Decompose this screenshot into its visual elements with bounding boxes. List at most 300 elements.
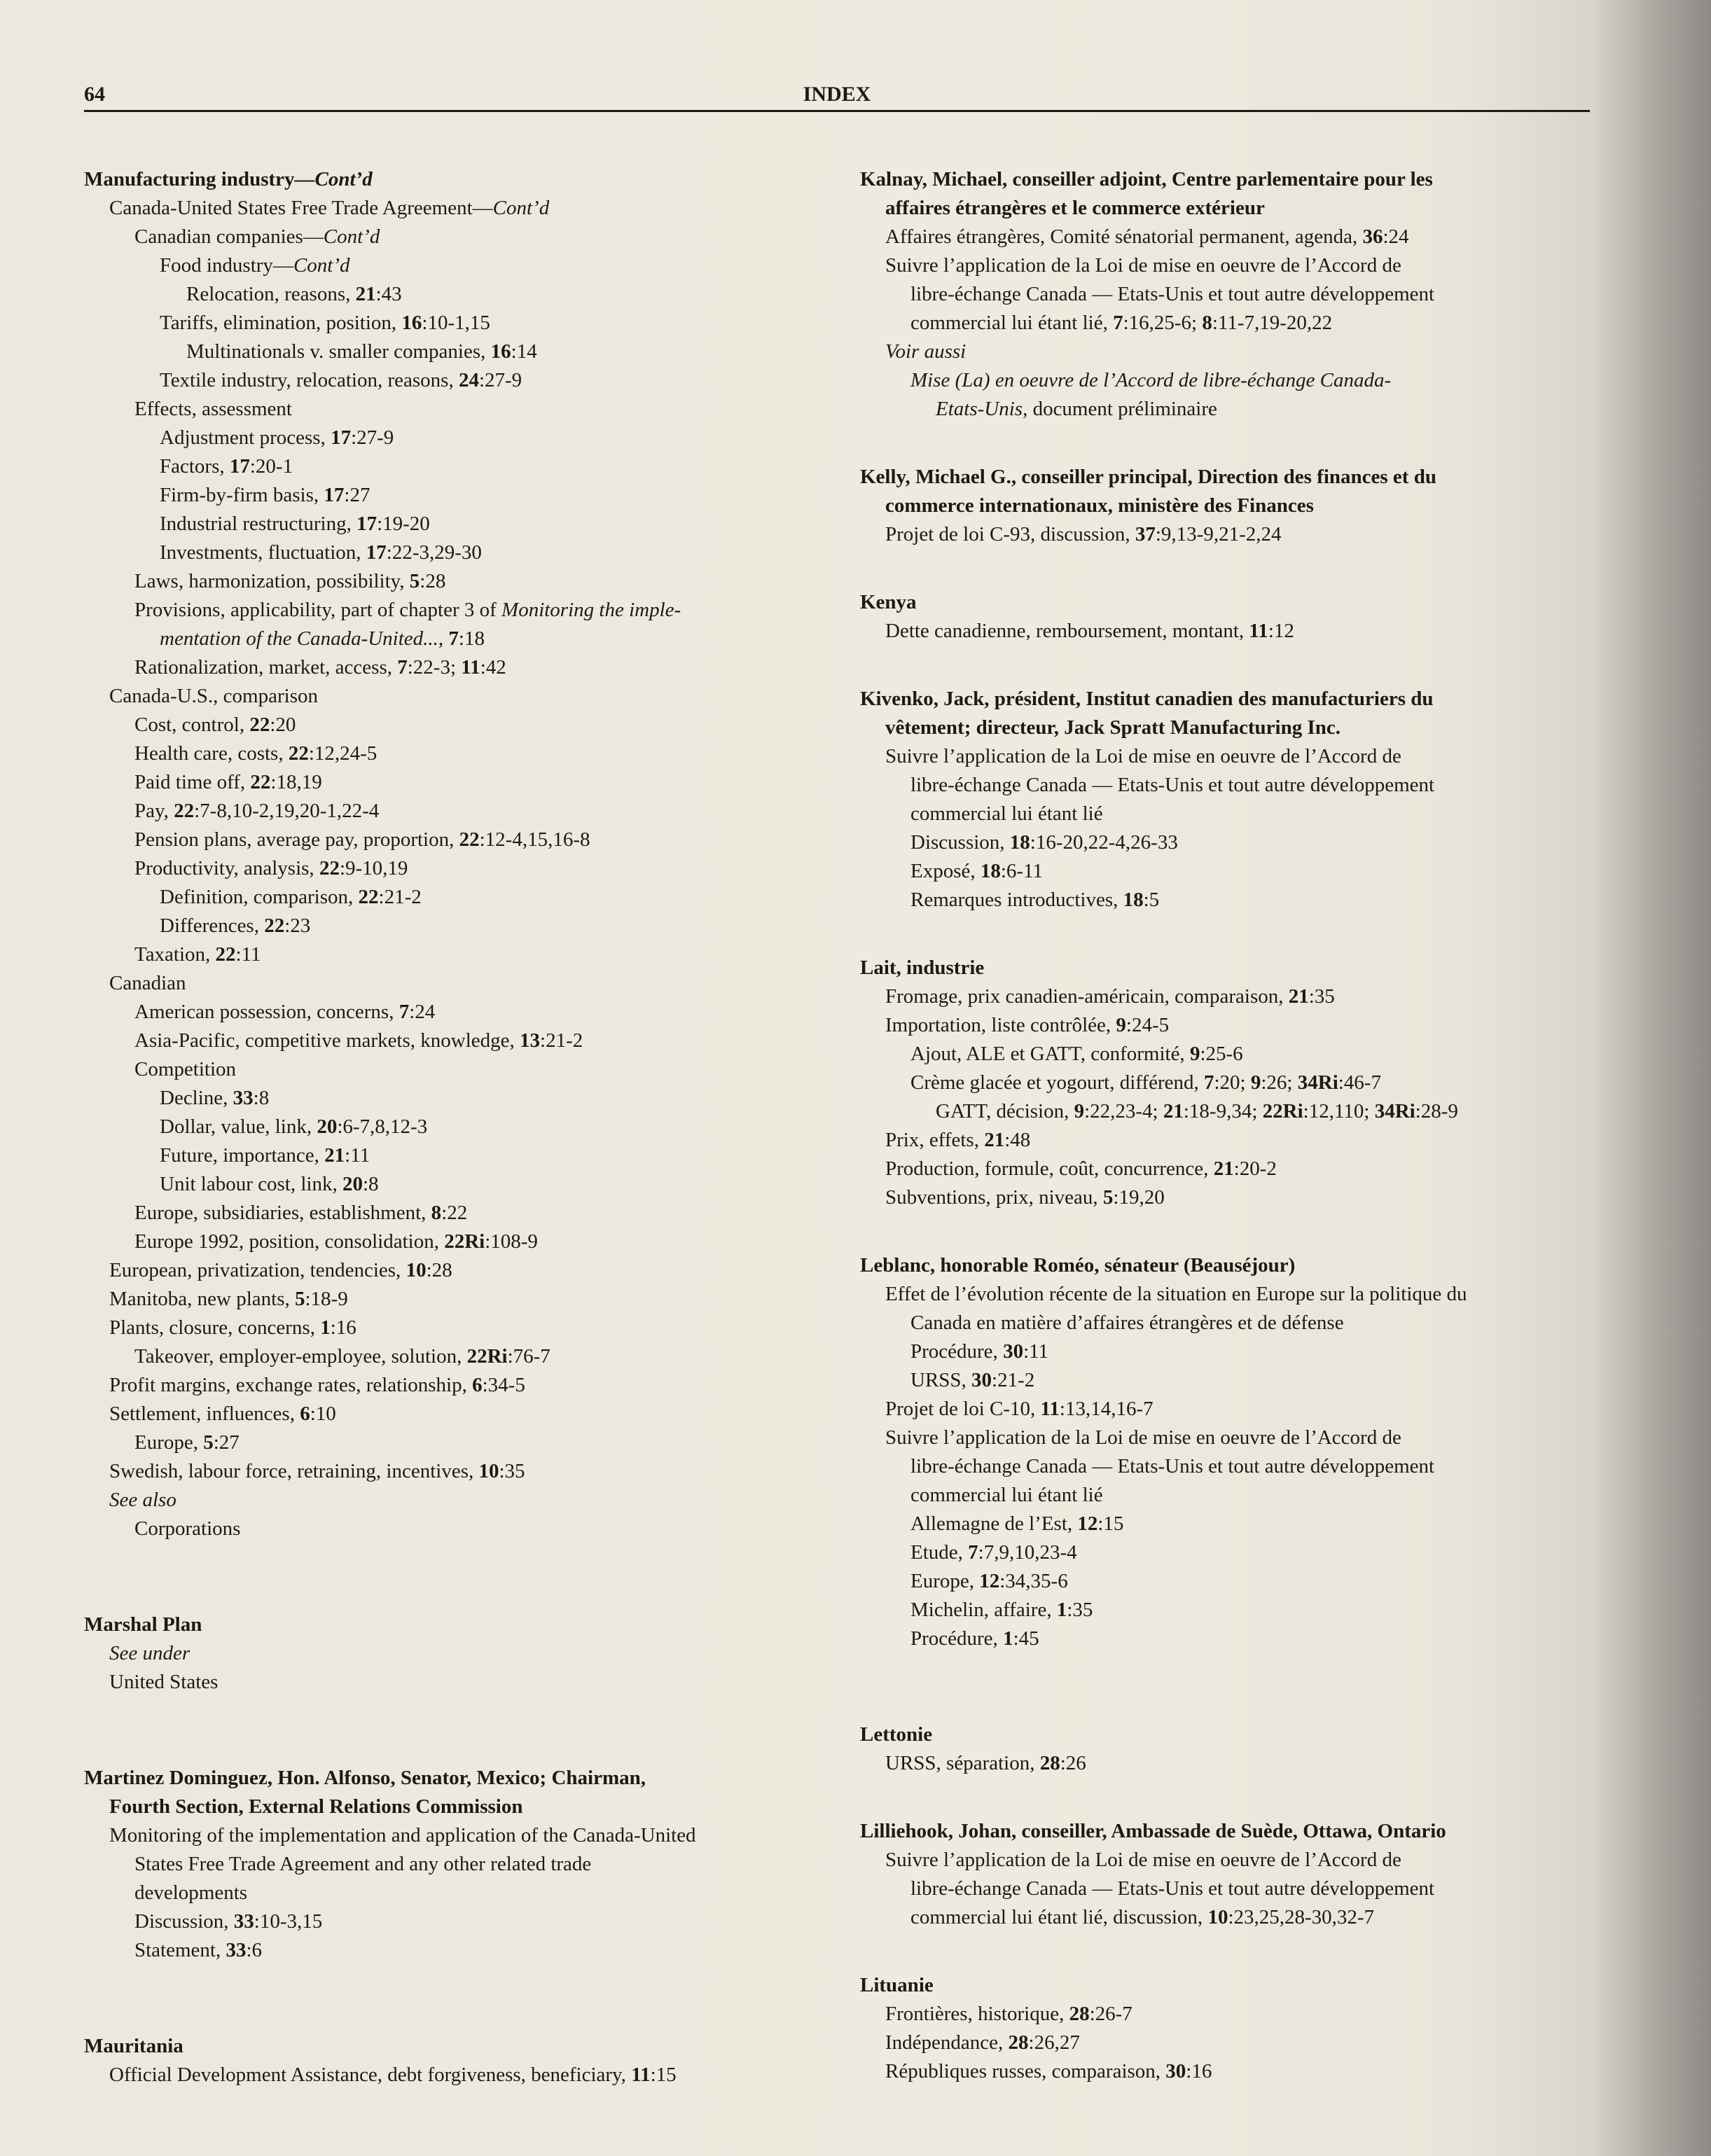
issue-number: 33 (226, 1939, 247, 1961)
entry-text: :16 (1186, 2060, 1212, 2082)
entry-text: Textile industry, relocation, reasons, (160, 369, 459, 391)
index-subentry (84, 251, 844, 280)
entry-text: :7-8,10-2,19,20-1,22-4 (194, 800, 380, 822)
entry-spacer (84, 1697, 844, 1764)
entry-text: :26-7 (1089, 2003, 1132, 2025)
index-subentry (84, 1639, 844, 1668)
entry-text: Monitoring of the implementation and application of the Canada-United (109, 1824, 696, 1846)
index-subentry (84, 826, 844, 854)
issue-number: 13 (520, 1029, 541, 1052)
entry-text: European, privatization, tendencies, (109, 1259, 406, 1281)
entry-text: :26 (1060, 1752, 1086, 1774)
index-subentry (84, 1199, 844, 1227)
entry-text: :43 (375, 283, 402, 305)
entry-spacer (860, 424, 1602, 463)
entry-text: Canada-United States Free Trade Agreement— (109, 197, 493, 219)
entry-text: Indépendance, (885, 2031, 1009, 2054)
entry-text: Cont’d (323, 225, 380, 248)
entry-text: :23,25,28-30,32-7 (1228, 1906, 1375, 1928)
issue-number: 7 (399, 1001, 410, 1023)
entry-text: :24-5 (1125, 1014, 1170, 1036)
entry-text: Swedish, labour force, retraining, incentives, (109, 1460, 479, 1482)
index-subentry (860, 857, 1602, 886)
index-subentry (84, 682, 844, 711)
entry-text: :35 (1308, 985, 1335, 1008)
entry-text: :24 (409, 1001, 436, 1023)
entry-text: affaires étrangères et le commerce extérieur (885, 197, 1265, 219)
index-subentry (860, 1846, 1602, 1875)
entry-spacer (84, 1543, 844, 1611)
index-subentry (84, 395, 844, 424)
issue-number: 17 (331, 426, 352, 449)
index-subentry (84, 194, 844, 223)
entry-text: Competition (134, 1058, 236, 1080)
entry-text: Suivre l’application de la Loi de mise en oeuvre de l’Accord de (885, 1426, 1401, 1449)
entry-text: Lituanie (860, 1974, 934, 1996)
issue-number: 8 (1202, 312, 1212, 334)
entry-text: mentation of the Canada-United... (160, 627, 438, 650)
index-subentry (84, 768, 844, 797)
entry-spacer (860, 1778, 1602, 1817)
entry-text: Multinationals v. smaller companies, (186, 340, 491, 363)
issue-number: 18 (980, 860, 1001, 882)
entry-text: :22 (441, 1202, 468, 1224)
index-subentry (860, 366, 1602, 395)
index-subentry (860, 1538, 1602, 1567)
entry-text: :28 (420, 570, 446, 592)
issue-number: 10 (478, 1460, 499, 1482)
entry-text: Michelin, affaire, (910, 1599, 1057, 1621)
index-heading (860, 588, 1602, 617)
index-subentry (860, 1097, 1602, 1126)
entry-text: :20 (270, 714, 296, 736)
index-heading (860, 1251, 1602, 1280)
entry-text: Effects, assessment (134, 398, 292, 420)
entry-text: :20; (1214, 1071, 1251, 1094)
issue-number: 9 (1116, 1014, 1126, 1036)
entry-text: Canada en matière d’affaires étrangères et de défense (910, 1312, 1344, 1334)
issue-number: 33 (233, 1087, 254, 1109)
entry-text: :11 (1023, 1340, 1049, 1363)
entry-text: :16,25-6; (1123, 312, 1203, 334)
index-subentry (860, 1481, 1602, 1510)
entry-text: Official Development Assistance, debt forgiveness, beneficiary, (109, 2064, 632, 2086)
entry-text: Definition, comparison, (160, 886, 359, 908)
entry-text: Canadian (109, 972, 186, 994)
index-subentry (860, 1366, 1602, 1395)
entry-text: :6-11 (1000, 860, 1044, 882)
issue-number: 10 (406, 1259, 427, 1281)
entry-text: :10-1,15 (422, 312, 490, 334)
entry-text: :14 (511, 340, 537, 363)
entry-text: Projet de loi C-10, (885, 1398, 1041, 1420)
index-heading (84, 1764, 844, 1793)
entry-text: :6 (246, 1939, 263, 1961)
issue-number: 21 (1163, 1100, 1184, 1122)
entry-text: :8 (362, 1173, 379, 1195)
index-subentry (84, 883, 844, 912)
issue-number: 21 (1288, 985, 1309, 1008)
entry-text: , document préliminaire (1023, 398, 1217, 420)
entry-text: :28 (426, 1259, 452, 1281)
issue-number: 30 (1003, 1340, 1024, 1363)
index-subentry (860, 338, 1602, 366)
index-subentry (84, 1457, 844, 1486)
index-subentry (860, 1337, 1602, 1366)
entry-text: :10 (310, 1403, 336, 1425)
entry-text: , (438, 627, 449, 650)
index-subentry (84, 625, 844, 653)
page-header (84, 83, 1590, 113)
entry-text: See also (109, 1489, 176, 1511)
index-subentry (84, 1515, 844, 1543)
index-subentry (860, 1424, 1602, 1452)
entry-text: :27-9 (351, 426, 394, 449)
entry-text: Procédure, (910, 1627, 1004, 1650)
entry-text: Cont’d (492, 197, 550, 219)
entry-text: :18-9 (305, 1288, 348, 1310)
entry-text: :13,14,16-7 (1059, 1398, 1154, 1420)
index-subentry (84, 338, 844, 366)
issue-number: 5 (1102, 1186, 1114, 1209)
entry-text: commercial lui étant lié, (910, 312, 1114, 334)
entry-text: Cost, control, (134, 714, 250, 736)
issue-number: 11 (631, 2064, 651, 2086)
entry-text: :11-7,19-20,22 (1212, 312, 1333, 334)
entry-text: Provisions, applicability, part of chapter 3 of (134, 599, 502, 621)
entry-text: :7,9,10,23-4 (978, 1541, 1077, 1564)
index-heading (84, 2032, 844, 2061)
index-heading (860, 463, 1602, 492)
issue-number: 21 (1213, 1157, 1234, 1180)
issue-number: 7 (397, 656, 408, 679)
entry-text: Martinez Dominguez, Hon. Alfonso, Senator, Mexico; Chairman, (84, 1767, 646, 1789)
entry-text: :19-20 (377, 513, 430, 535)
entry-spacer (860, 646, 1602, 685)
entry-text: :27-9 (478, 369, 522, 391)
entry-text: Pay, (134, 800, 174, 822)
index-subentry (860, 2057, 1602, 2086)
index-subentry (860, 1011, 1602, 1040)
entry-text: :21-2 (378, 886, 422, 908)
entry-text: Fromage, prix canadien-américain, comparaison, (885, 985, 1289, 1008)
index-subentry (84, 1285, 844, 1314)
entry-text: :11 (345, 1144, 370, 1167)
entry-text: :8 (253, 1087, 270, 1109)
entry-text: Differences, (160, 914, 265, 937)
entry-text: Dette canadienne, remboursement, montant, (885, 620, 1249, 642)
index-subentry (860, 1510, 1602, 1538)
entry-text: Suivre l’application de la Loi de mise en oeuvre de l’Accord de (885, 1849, 1401, 1871)
index-subentry (860, 800, 1602, 828)
entry-text: Canadian companies— (134, 225, 324, 248)
index-subentry (84, 596, 844, 625)
entry-text: Kivenko, Jack, président, Institut canadien des manufacturiers du (860, 688, 1434, 710)
index-subentry (860, 194, 1602, 223)
index-subentry (860, 520, 1602, 549)
index-subentry (860, 1280, 1602, 1309)
issue-number: 22 (250, 771, 271, 793)
entry-text: :22-3,29-30 (386, 541, 482, 564)
issue-number: 36 (1362, 225, 1383, 248)
entry-text: :24 (1383, 225, 1409, 248)
index-subentry (84, 797, 844, 826)
issue-number: 5 (203, 1431, 214, 1454)
entry-text: :10-3,15 (254, 1910, 323, 1933)
index-subentry (84, 711, 844, 739)
index-subentry (860, 714, 1602, 742)
index-subentry (84, 1314, 844, 1342)
page-number: 64 (84, 83, 105, 106)
entry-text: :16 (330, 1316, 356, 1339)
index-subentry (84, 1879, 844, 1907)
entry-text: Mise (La) en oeuvre de l’Accord de libre-échange Canada- (910, 369, 1392, 391)
index-heading (860, 1817, 1602, 1846)
index-subentry (860, 982, 1602, 1011)
right-index-column (860, 165, 1602, 2086)
index-subentry (860, 2029, 1602, 2057)
index-subentry (860, 1625, 1602, 1653)
entry-text: Settlement, influences, (109, 1403, 300, 1425)
entry-text: Europe 1992, position, consolidation, (134, 1230, 445, 1253)
entry-text: :35 (1067, 1599, 1093, 1621)
entry-text: :27 (344, 484, 370, 506)
entry-text: United States (109, 1671, 219, 1693)
entry-text: libre-échange Canada — Etats-Unis et tout autre développement (910, 283, 1435, 305)
entry-text: Etats-Unis (936, 398, 1023, 420)
entry-text: :12,24-5 (308, 742, 377, 765)
entry-text: Subventions, prix, niveau, (885, 1186, 1103, 1209)
entry-text: :26; (1261, 1071, 1298, 1094)
entry-text: Affaires étrangères, Comité sénatorial permanent, agenda, (885, 225, 1363, 248)
index-subentry (860, 2000, 1602, 2029)
index-subentry (84, 1486, 844, 1515)
entry-text: Europe, (910, 1570, 980, 1592)
index-subentry (84, 912, 844, 940)
entry-text: Asia-Pacific, competitive markets, knowledge, (134, 1029, 520, 1052)
index-subentry (860, 309, 1602, 338)
entry-text: :12 (1268, 620, 1294, 642)
issue-number: 17 (324, 484, 345, 506)
issue-number: 22Ri (1262, 1100, 1303, 1122)
index-subentry (84, 567, 844, 596)
entry-text: Fourth Section, External Relations Commission (109, 1795, 523, 1818)
index-heading (84, 165, 844, 194)
index-subentry (84, 998, 844, 1027)
entry-text: Paid time off, (134, 771, 251, 793)
index-subentry (84, 481, 844, 510)
index-subentry (84, 452, 844, 481)
index-subentry (860, 1183, 1602, 1212)
index-heading (84, 1611, 844, 1639)
entry-spacer (860, 1932, 1602, 1971)
entry-text: :5 (1143, 889, 1160, 911)
entry-text: Europe, (134, 1431, 204, 1454)
issue-number: 22 (358, 886, 379, 908)
running-title: INDEX (803, 83, 871, 106)
entry-text: commerce internationaux, ministère des Finances (885, 494, 1314, 517)
entry-text: Productivity, analysis, (134, 857, 319, 879)
entry-text: Pension plans, average pay, proportion, (134, 828, 459, 851)
index-subentry (860, 223, 1602, 251)
entry-text: Crème glacée et yogourt, différend, (910, 1071, 1204, 1094)
entry-text: Lettonie (860, 1723, 933, 1746)
issue-number: 7 (448, 627, 459, 650)
issue-number: 18 (1123, 889, 1144, 911)
entry-text: :108-9 (485, 1230, 538, 1253)
entry-text: :18,19 (270, 771, 322, 793)
entry-text: Républiques russes, comparaison, (885, 2060, 1166, 2082)
index-heading (860, 1720, 1602, 1749)
index-heading (860, 165, 1602, 194)
issue-number: 9 (1189, 1043, 1200, 1065)
entry-spacer (860, 1653, 1602, 1720)
index-subentry (84, 309, 844, 338)
entry-text: libre-échange Canada — Etats-Unis et tout autre développement (910, 774, 1435, 796)
entry-text: Relocation, reasons, (186, 283, 356, 305)
entry-text: Remarques introductives, (910, 889, 1123, 911)
entry-text: :20-1 (249, 455, 293, 478)
issue-number: 22Ri (444, 1230, 485, 1253)
entry-text: Tariffs, elimination, position, (160, 312, 402, 334)
entry-text: Discussion, (910, 831, 1010, 854)
entry-text: URSS, (910, 1369, 972, 1391)
index-subentry (84, 940, 844, 969)
issue-number: 1 (1003, 1627, 1013, 1650)
issue-number: 37 (1135, 523, 1156, 545)
entry-text: Industrial restructuring, (160, 513, 357, 535)
entry-text: :12-4,15,16-8 (479, 828, 590, 851)
index-subentry (84, 1227, 844, 1256)
index-subentry (84, 1141, 844, 1170)
entry-text: Kalnay, Michael, conseiller adjoint, Centre parlementaire pour les (860, 168, 1433, 190)
entry-text: Ajout, ALE et GATT, conformité, (910, 1043, 1190, 1065)
entry-text: Investments, fluctuation, (160, 541, 366, 564)
entry-text: :48 (1004, 1129, 1031, 1151)
index-subentry (860, 886, 1602, 914)
issue-number: 28 (1069, 2003, 1090, 2025)
entry-text: :15 (650, 2064, 677, 2086)
index-subentry (84, 1055, 844, 1084)
entry-text: :16-20,22-4,26-33 (1030, 831, 1178, 854)
entry-text: :21-2 (992, 1369, 1035, 1391)
index-subentry (84, 1027, 844, 1055)
issue-number: 22 (215, 943, 236, 966)
index-subentry (84, 1256, 844, 1285)
entry-text: Kelly, Michael G., conseiller principal, Direction des finances et du (860, 466, 1436, 488)
entry-text: :28-9 (1415, 1100, 1458, 1122)
left-index-column (84, 165, 844, 2089)
entry-text: :22-3; (407, 656, 462, 679)
issue-number: 28 (1008, 2031, 1029, 2054)
entry-text: :15 (1097, 1512, 1124, 1535)
entry-text: :23 (284, 914, 311, 937)
index-subentry (84, 739, 844, 768)
issue-number: 1 (320, 1316, 331, 1339)
entry-text: libre-échange Canada — Etats-Unis et tout autre développement (910, 1877, 1435, 1900)
entry-text: Food industry— (160, 254, 293, 277)
entry-text: commercial lui étant lié, discussion, (910, 1906, 1208, 1928)
entry-text: Rationalization, market, access, (134, 656, 398, 679)
entry-text: :34,35-6 (999, 1570, 1068, 1592)
entry-text: :34-5 (482, 1374, 525, 1396)
entry-text: URSS, séparation, (885, 1752, 1040, 1774)
index-subentry (84, 1371, 844, 1400)
entry-text: Exposé, (910, 860, 981, 882)
entry-text: libre-échange Canada — Etats-Unis et tout autre développement (910, 1455, 1435, 1477)
issue-number: 17 (229, 455, 250, 478)
index-subentry (84, 1907, 844, 1936)
entry-text: Dollar, value, link, (160, 1115, 317, 1138)
entry-text: :18 (458, 627, 485, 650)
entry-text: :42 (480, 656, 506, 679)
issue-number: 6 (472, 1374, 483, 1396)
entry-text: Europe, subsidiaries, establishment, (134, 1202, 431, 1224)
entry-text: Taxation, (134, 943, 216, 966)
entry-text: Manitoba, new plants, (109, 1288, 295, 1310)
entry-text: :27 (213, 1431, 240, 1454)
index-subentry (860, 251, 1602, 280)
index-subentry (84, 969, 844, 998)
issue-number: 18 (1009, 831, 1030, 854)
issue-number: 20 (342, 1173, 363, 1195)
index-subentry (84, 1821, 844, 1850)
index-subentry (860, 1155, 1602, 1183)
issue-number: 22 (319, 857, 340, 879)
index-subentry (860, 1567, 1602, 1596)
entry-text: Lait, industrie (860, 957, 985, 979)
index-heading (860, 1971, 1602, 2000)
entry-text: Manufacturing industry (84, 168, 295, 190)
index-subentry (84, 1793, 844, 1821)
entry-text: Frontières, historique, (885, 2003, 1069, 2025)
issue-number: 22 (288, 742, 309, 765)
entry-text: :6-7,8,12-3 (337, 1115, 428, 1138)
entry-text: Kenya (860, 591, 917, 613)
index-subentry (84, 854, 844, 883)
entry-text: Statement, (134, 1939, 226, 1961)
entry-text: Firm-by-firm basis, (160, 484, 324, 506)
issue-number: 5 (409, 570, 420, 592)
index-subentry (860, 280, 1602, 309)
issue-number: 34Ri (1374, 1100, 1415, 1122)
entry-text: Suivre l’application de la Loi de mise en oeuvre de l’Accord de (885, 254, 1401, 277)
index-subentry (84, 366, 844, 395)
index-heading (860, 954, 1602, 982)
entry-text: developments (134, 1882, 248, 1904)
index-subentry (860, 1452, 1602, 1481)
entry-text: :9,13-9,21-2,24 (1155, 523, 1282, 545)
issue-number: 21 (355, 283, 376, 305)
entry-text: Prix, effets, (885, 1129, 985, 1151)
entry-text: Projet de loi C-93, discussion, (885, 523, 1135, 545)
entry-spacer (860, 1212, 1602, 1251)
issue-number: 7 (968, 1541, 978, 1564)
entry-text: commercial lui étant lié (910, 802, 1103, 825)
entry-text: :9-10,19 (339, 857, 408, 879)
entry-text: GATT, décision, (936, 1100, 1074, 1122)
entry-spacer (84, 1965, 844, 2032)
entry-text: Factors, (160, 455, 230, 478)
index-subentry (84, 1113, 844, 1141)
issue-number: 33 (233, 1910, 254, 1933)
issue-number: 11 (461, 656, 480, 679)
index-subentry (84, 1668, 844, 1697)
entry-text: Production, formule, coût, concurrence, (885, 1157, 1214, 1180)
entry-text: Corporations (134, 1517, 241, 1540)
entry-text: :22,23-4; (1084, 1100, 1163, 1122)
index-subentry (860, 1069, 1602, 1097)
